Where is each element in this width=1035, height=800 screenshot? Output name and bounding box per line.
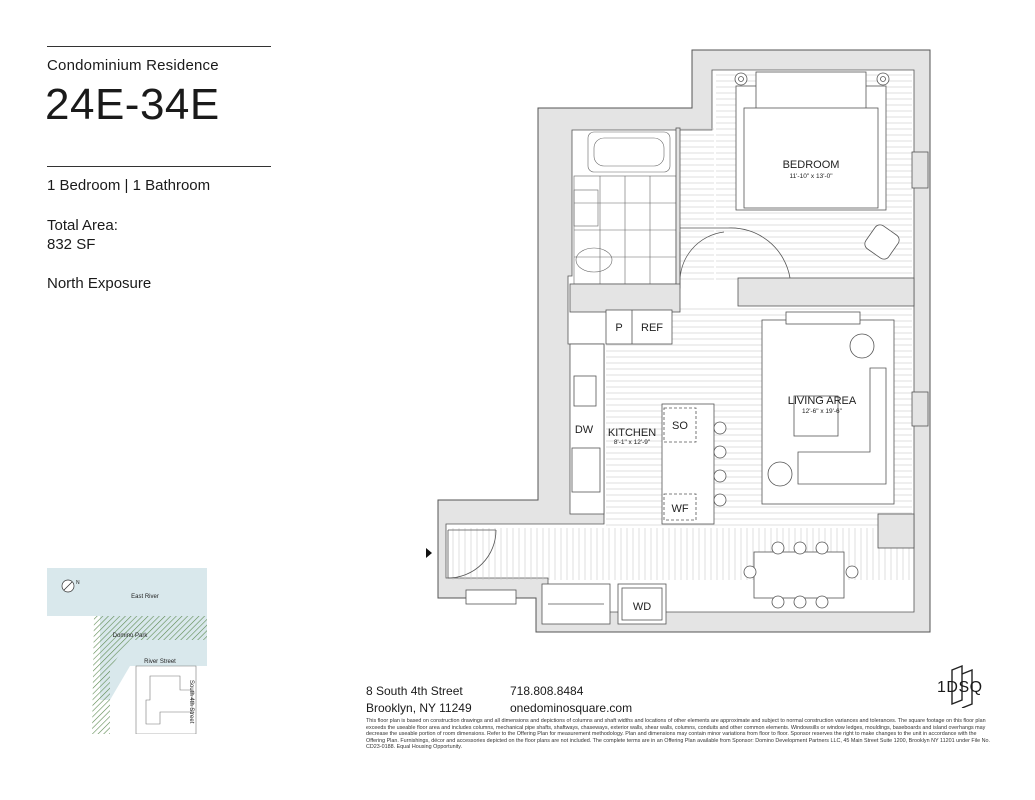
bedroom-dims: 11'-10" x 13'-0" xyxy=(789,173,833,180)
bed xyxy=(735,72,889,210)
address-line-1: 8 South 4th Street xyxy=(366,684,463,698)
bedroom-label: BEDROOM xyxy=(782,159,840,171)
address-line-2: Brooklyn, NY 11249 xyxy=(366,701,472,715)
exposure: North Exposure xyxy=(47,275,152,292)
total-area-label: Total Area: xyxy=(47,217,118,234)
pantry-label: P xyxy=(615,322,623,334)
top-rule xyxy=(47,46,271,47)
park-label: Domino Park xyxy=(112,633,148,639)
key-map xyxy=(47,568,209,734)
kitchen-dims: 8'-1" x 12'-9" xyxy=(613,439,651,446)
living-label: LIVING AREA xyxy=(787,395,857,407)
website-link[interactable]: onedominosquare.com xyxy=(510,701,633,715)
wine-fridge-label: WF xyxy=(671,503,689,515)
total-area-value: 832 SF xyxy=(47,236,96,253)
floor-plan xyxy=(400,40,940,640)
compass-north: N xyxy=(76,580,80,586)
contact xyxy=(510,683,632,717)
water-area xyxy=(47,568,207,616)
dishwasher-label: DW xyxy=(574,424,594,436)
kitchen-label: KITCHEN xyxy=(607,427,657,439)
washer-dryer-label: WD xyxy=(632,601,652,613)
street-label-2: South 4th Street xyxy=(188,680,194,724)
mid-rule xyxy=(47,166,271,167)
unit-number: 24E-34E xyxy=(45,80,220,129)
address xyxy=(366,683,472,717)
street-label-1: River Street xyxy=(144,659,176,665)
river-label: East River xyxy=(131,594,159,600)
legal-disclaimer: This floor plan is based on construction drawings and all dimensions and depictions of columns and shaft widths and locations of other elements are approximate and subject to normal construction variances and tolerances. The square footage on this floor plan exceeds the useable floor area and includes columns, mechanical pipe shafts, shaftways, chaseways, exterior walls, shear walls, columns, conduits and other common elements. Windowsills or window ledges, mouldings, baseboards and island overhangs may decrease the useable portion of room dimensions. Refer to the Offering Plan for measurement methodology. Plan and dimensions may contain minor variations from floor to floor. Sponsor reserves the right to make changes to the unit in accordance with the Offering Plan. Furnishings, décor and accessories depicted on the floor plans are not included. The complete terms are in an Offering Plan available from Sponsor: Domino Development Partners LLC, 45 Main Street Suite 1200, Brooklyn NY 11201 under File No. CD23-0188. Equal Housing Opportunity. xyxy=(366,718,990,751)
residence-type: Condominium Residence xyxy=(47,57,219,74)
oven-label: SO xyxy=(672,420,688,432)
fridge-label: REF xyxy=(641,322,663,334)
closet-floor xyxy=(680,128,714,280)
phone[interactable]: 718.808.8484 xyxy=(510,684,584,698)
entry-arrow xyxy=(426,548,432,558)
bed-bath-count: 1 Bedroom | 1 Bathroom xyxy=(47,177,211,194)
logo-text: 1DSQ xyxy=(937,679,983,696)
living-dims: 12'-6" x 19'-6" xyxy=(802,408,842,415)
entry-shelf xyxy=(466,590,516,604)
